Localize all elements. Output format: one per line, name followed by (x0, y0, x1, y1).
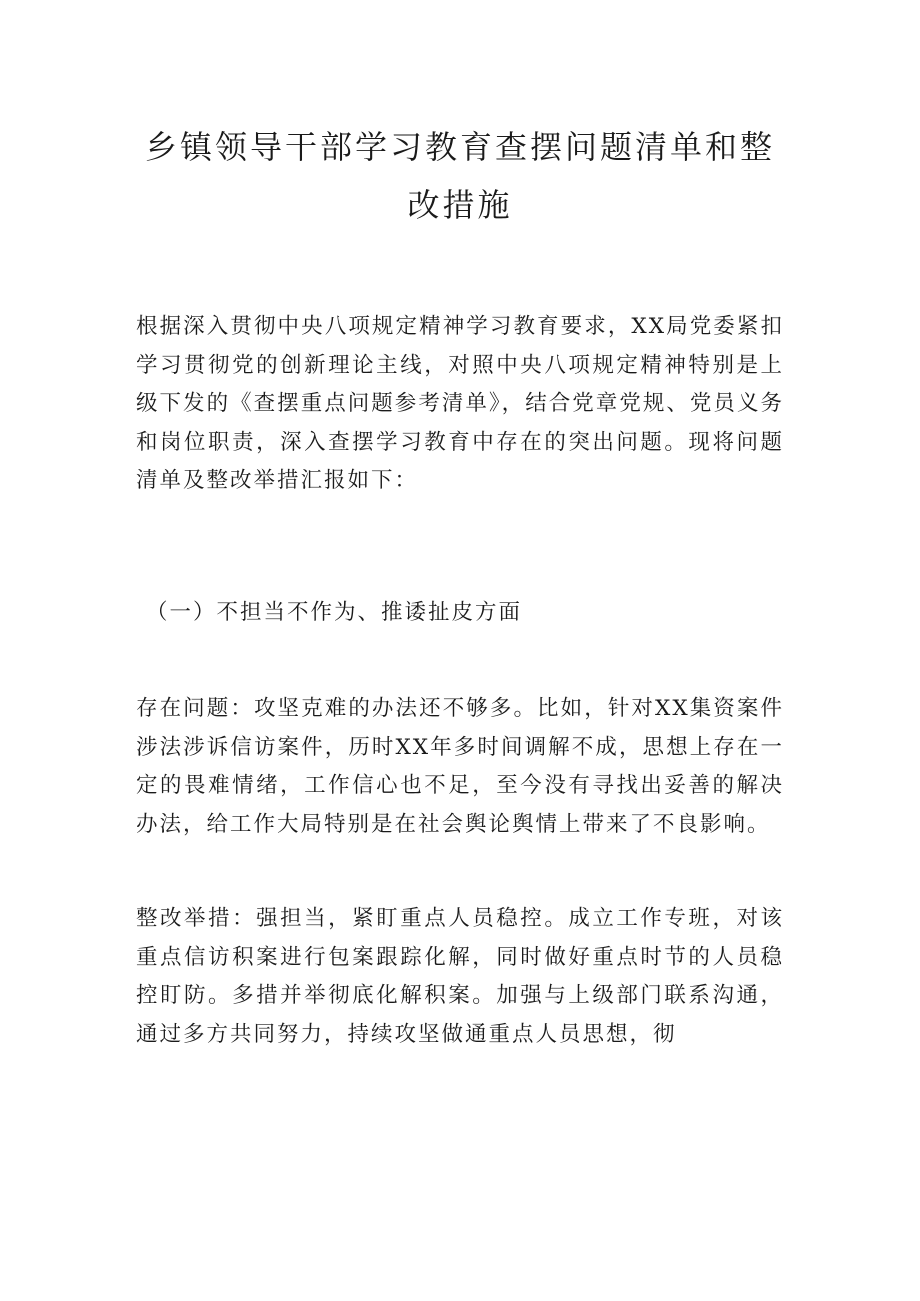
measure-paragraph: 整改举措：强担当，紧盯重点人员稳控。成立工作专班，对该重点信访积案进行包案跟踪化解，同时做好重点时节的人员稳控盯防。多措并举彻底化解积案。加强与上级部门联系沟通，通过多方共同努力，持续攻坚做通重点人员思想，彻 (136, 906, 784, 1047)
intro-paragraph: 根据深入贯彻中央八项规定精神学习教育要求，XX局党委紧扣学习贯彻党的创新理论主线，对照中央八项规定精神特别是上级下发的《查摆重点问题参考清单》，结合党章党规、党员义务和岗位职责，深入查摆学习教育中存在的突出问题。现将问题清单及整改举措汇报如下： (136, 314, 784, 493)
document-title-line-1: 乡镇领导干部学习教育查摆问题清单和整 (144, 128, 775, 166)
document-title-line-2: 改措施 (407, 186, 513, 224)
section-heading: （一）不担当不作为、推诿扯皮方面 (146, 600, 523, 625)
problem-paragraph: 存在问题：攻坚克难的办法还不够多。比如，针对XX集资案件涉法涉诉信访案件，历时XX年多时间调解不成，思想上存在一定的畏难情绪，工作信心也不足，至今没有寻找出妥善的解决办法，给工作大局特别是在社会舆论舆情上带来了不良影响。 (136, 696, 784, 837)
